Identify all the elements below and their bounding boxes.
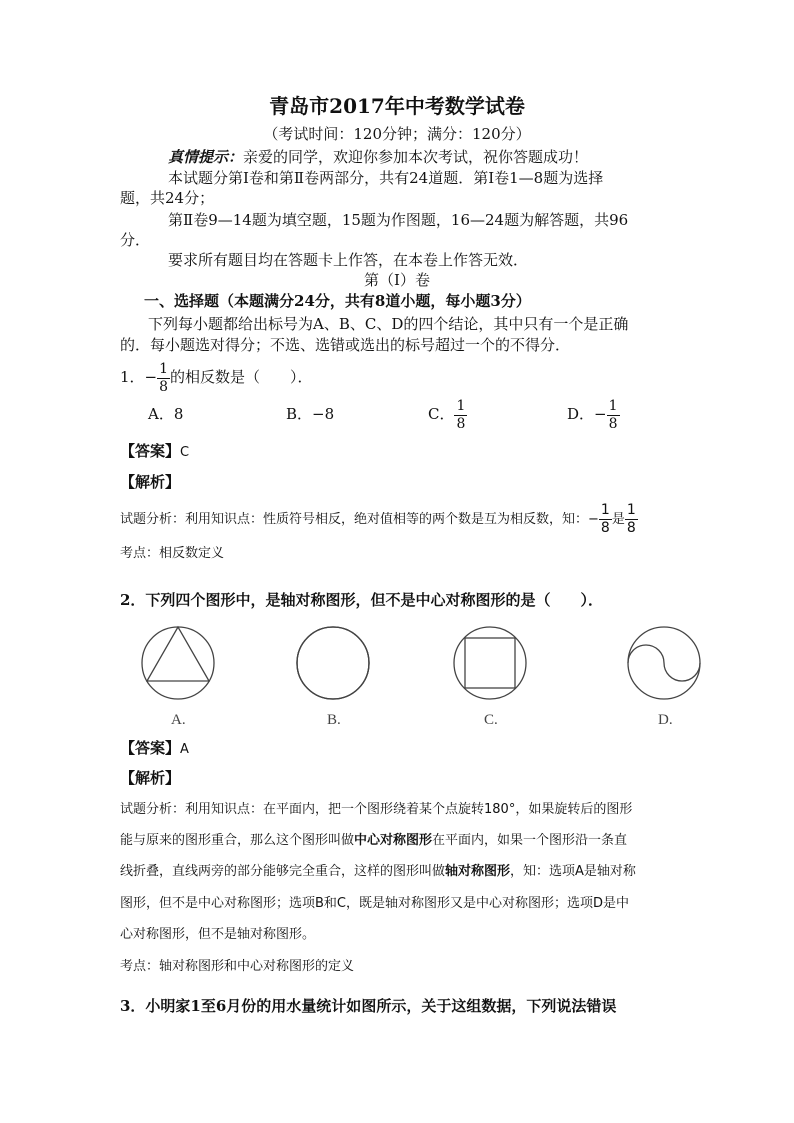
q2-analysis-line-3a: 线折叠，直线两旁的部分能够完全重合，这样的图形叫做 [120, 864, 446, 879]
q1-frac-den: 8 [159, 378, 169, 395]
q1-analysis-neg: − [588, 512, 599, 527]
q1-option-d [567, 396, 620, 433]
q2-answer-value: A [180, 742, 189, 757]
q1-analysis-frac-2 [625, 502, 638, 537]
tip-label: 真情提示： [168, 148, 244, 166]
q1-an-frac2-den: 8 [626, 520, 636, 536]
q1-option-c-label: C． [428, 405, 455, 423]
q1-d-frac-num: 1 [608, 397, 618, 414]
q1-c-frac-den: 8 [456, 415, 466, 432]
q2-point: 考点：轴对称图形和中心对称图形的定义 [120, 959, 355, 974]
q1-c-frac-num: 1 [456, 397, 466, 414]
q1-option-b: B．−8 [286, 405, 335, 423]
intro-line-5: 要求所有题目均在答题卡上作答，在本卷上作答无效． [168, 251, 529, 269]
figure-b-circle-petals [297, 627, 369, 699]
q1-number: 1． [120, 368, 145, 386]
q2-answer-label: 【答案】 [120, 739, 181, 757]
q2-analysis-label: 【解析】 [120, 769, 181, 787]
page-title: 青岛市2017年中考数学试卷 [269, 94, 525, 118]
q2-analysis-line-2 [120, 831, 627, 851]
instruction-line-2: 的．每小题选对得分；不选、选错或选出的标号超过一个的不得分． [120, 336, 571, 354]
q1-an-frac1-num: 1 [600, 502, 610, 518]
q2-analysis-line-3c: ，知：选项A是轴对称 [510, 864, 636, 879]
figure-label-a: A. [171, 712, 186, 728]
q2-stem: 2．下列四个图形中，是轴对称图形，但不是中心对称图形的是（ ）． [120, 591, 603, 609]
instruction-line-1: 下列每小题都给出标号为A、B、C、D的四个结论，其中只有一个是正确 [148, 315, 629, 333]
q1-stem [120, 358, 313, 396]
figure-a-circle-triangle [142, 627, 214, 699]
tip-line [168, 147, 588, 167]
q1-an-frac2-num: 1 [626, 502, 636, 518]
q2-analysis-line-5: 心对称图形，但不是轴对称图形。 [120, 927, 316, 942]
q1-neg: − [144, 368, 158, 386]
q2-analysis-line-1: 试题分析：利用知识点：在平面内，把一个图形绕着某个点旋转180°，如果旋转后的图形 [120, 802, 633, 817]
tip-text: 亲爱的同学，欢迎你参加本次考试，祝你答题成功！ [243, 148, 589, 166]
q2-analysis-line-4: 图形，但不是中心对称图形；选项B和C，既是轴对称图形又是中心对称图形；选项D是中 [120, 896, 630, 911]
q1-option-d-neg: − [594, 405, 607, 423]
intro-line-2: 题，共24分； [120, 189, 215, 207]
intro-line-1: 本试题分第Ⅰ卷和第Ⅱ卷两部分，共有24道题．第Ⅰ卷1—8题为选择 [168, 169, 604, 187]
q1-option-c-frac [454, 398, 467, 433]
q1-option-c [428, 396, 467, 433]
q1-analysis [120, 500, 638, 540]
figure-d-circle-s-curve [628, 627, 700, 699]
q1-an-frac1-den: 8 [600, 520, 610, 536]
q2-analysis-line-2c: 在平面内，如果一个图形沿一条直 [432, 833, 628, 848]
intro-line-3: 第Ⅱ卷9—14题为填空题，15题为作图题，16—24题为解答题，共96 [168, 211, 629, 229]
exam-info: （考试时间：120分钟；满分：120分） [263, 125, 531, 143]
q1-stem-text: 的相反数是（ ）． [170, 368, 313, 386]
q1-d-frac-den: 8 [608, 415, 618, 432]
q2-term-central-symmetry: 中心对称图形 [354, 833, 433, 848]
q1-point: 考点：相反数定义 [120, 546, 225, 561]
figure-label-c: C. [484, 712, 498, 728]
q1-frac-num: 1 [159, 360, 169, 377]
q1-answer-value: C [180, 445, 190, 460]
q1-analysis-mid: 是 [611, 512, 625, 527]
figure-label-b: B. [327, 712, 341, 728]
figure-c-circle-square [454, 627, 526, 699]
q2-analysis-line-3 [120, 862, 636, 882]
q2-answer [120, 738, 189, 760]
q3-stem: 3．小明家1至6月份的用水量统计如图所示，关于这组数据，下列说法错误 [120, 997, 617, 1015]
section-heading: 一、选择题（本题满分24分，共有8道小题，每小题3分） [144, 292, 531, 310]
part-title: 第（Ⅰ）卷 [364, 271, 430, 289]
q1-analysis-text: 试题分析：利用知识点：性质符号相反，绝对值相等的两个数是互为相反数，知： [120, 512, 589, 527]
q2-analysis-line-2a: 能与原来的图形重合，那么这个图形叫做 [120, 833, 355, 848]
q1-analysis-label: 【解析】 [120, 473, 181, 491]
q1-fraction [157, 361, 170, 396]
q1-analysis-frac-1 [599, 502, 612, 537]
q1-option-a: A．8 [148, 405, 184, 423]
q2-figures [0, 620, 794, 710]
figure-label-d: D. [658, 712, 673, 728]
q1-answer [120, 441, 189, 463]
q1-option-d-label: D． [567, 405, 595, 423]
intro-line-4: 分． [120, 231, 151, 249]
q1-option-d-frac [607, 398, 620, 433]
q2-term-axial-symmetry: 轴对称图形 [445, 864, 511, 879]
q1-answer-label: 【答案】 [120, 442, 181, 460]
